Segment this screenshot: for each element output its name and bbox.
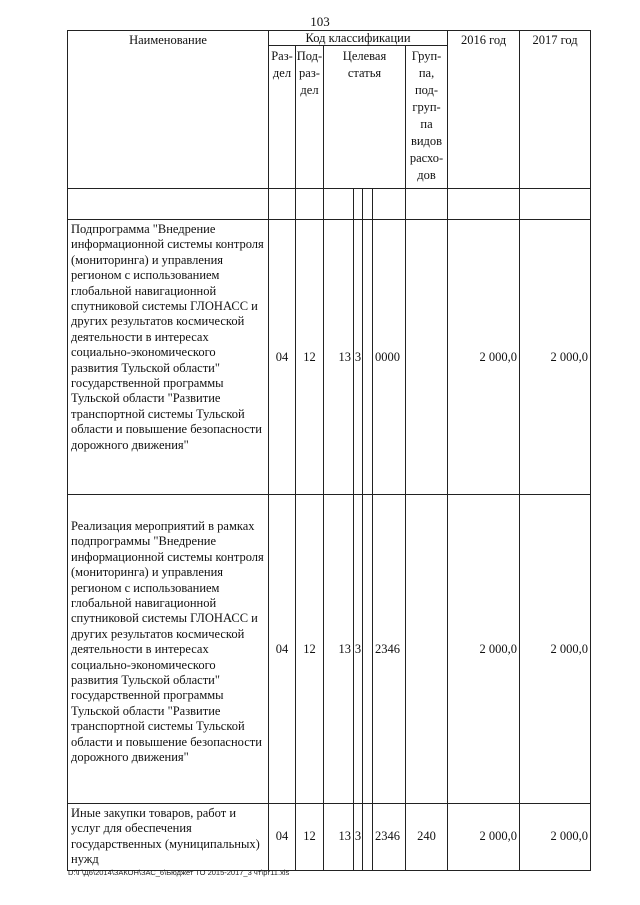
row-target-part-4: 2346: [373, 495, 406, 804]
header-podrazdel: Под- раз- дел: [296, 46, 324, 189]
budget-table: [67, 30, 591, 871]
page-number: 103: [310, 14, 330, 29]
row-target-part-1: 13: [324, 804, 354, 871]
header-expense-group: Груп- па, под- груп- па видов расхо- дов: [406, 46, 448, 189]
row-target-part-2: 3: [354, 495, 363, 804]
row-amount-2016: 2 000,0: [448, 495, 520, 804]
spacer-row: [68, 189, 591, 220]
table-row: [68, 220, 591, 495]
table-row: [68, 804, 591, 871]
header-year-2016: 2016 год: [448, 31, 520, 189]
row-amount-2017: 2 000,0: [520, 220, 591, 495]
row-target-part-1: 13: [324, 495, 354, 804]
row-amount-2017: 2 000,0: [520, 804, 591, 871]
row-podrazdel: 12: [296, 495, 324, 804]
row-target-part-4: 2346: [373, 804, 406, 871]
row-amount-2016: 2 000,0: [448, 804, 520, 871]
row-razdel: 04: [269, 220, 296, 495]
row-amount-2017: 2 000,0: [520, 495, 591, 804]
row-expense-group: [406, 220, 448, 495]
row-name: Подпрограмма "Внедрение информационной системы контроля (мониторинга) и управления регионом с использованием глобальной навигационной спутниковой системы ГЛОНАСС и других результатов космической деятельности в интересах социально-экономического развития Тульской области" государственной программы Тульской области "Развитие транспортной системы Тульской области и повышение безопасности дорожного движения": [68, 220, 269, 495]
row-target-part-3: [363, 220, 373, 495]
row-expense-group: [406, 495, 448, 804]
row-razdel: 04: [269, 804, 296, 871]
row-name: Реализация мероприятий в рамках подпрограммы "Внедрение информационной системы контроля (мониторинга) и управления регионом с использованием глобальной навигационной спутниковой системы ГЛОНАСС и других результатов космической деятельности в интересах социально-экономического развития Тульской области" государственной программы Тульской области "Развитие транспортной системы Тульской области и повышение безопасности дорожного движения": [68, 495, 269, 804]
footer-file-path: D:\Г\Д6\2014\ЗАКОН\ЗАС_6\Бюджет ТО 2015-2017_3 чт\рг11.xls: [68, 868, 290, 877]
row-podrazdel: 12: [296, 804, 324, 871]
table-row: [68, 495, 591, 804]
header-razdel: Раз- дел: [269, 46, 296, 189]
row-target-part-3: [363, 495, 373, 804]
row-podrazdel: 12: [296, 220, 324, 495]
row-target-part-4: 0000: [373, 220, 406, 495]
header-code-group: Код классификации: [269, 31, 448, 46]
row-name: Иные закупки товаров, работ и услуг для обеспечения государственных (муниципальных) нужд: [68, 804, 269, 871]
header-year-2017: 2017 год: [520, 31, 591, 189]
row-expense-group: 240: [406, 804, 448, 871]
header-name: Наименование: [68, 31, 269, 189]
row-razdel: 04: [269, 495, 296, 804]
row-amount-2016: 2 000,0: [448, 220, 520, 495]
header-row-top: [68, 31, 591, 46]
row-target-part-1: 13: [324, 220, 354, 495]
header-target-article: Целевая статья: [324, 46, 406, 189]
row-target-part-2: 3: [354, 220, 363, 495]
row-target-part-2: 3: [354, 804, 363, 871]
row-target-part-3: [363, 804, 373, 871]
